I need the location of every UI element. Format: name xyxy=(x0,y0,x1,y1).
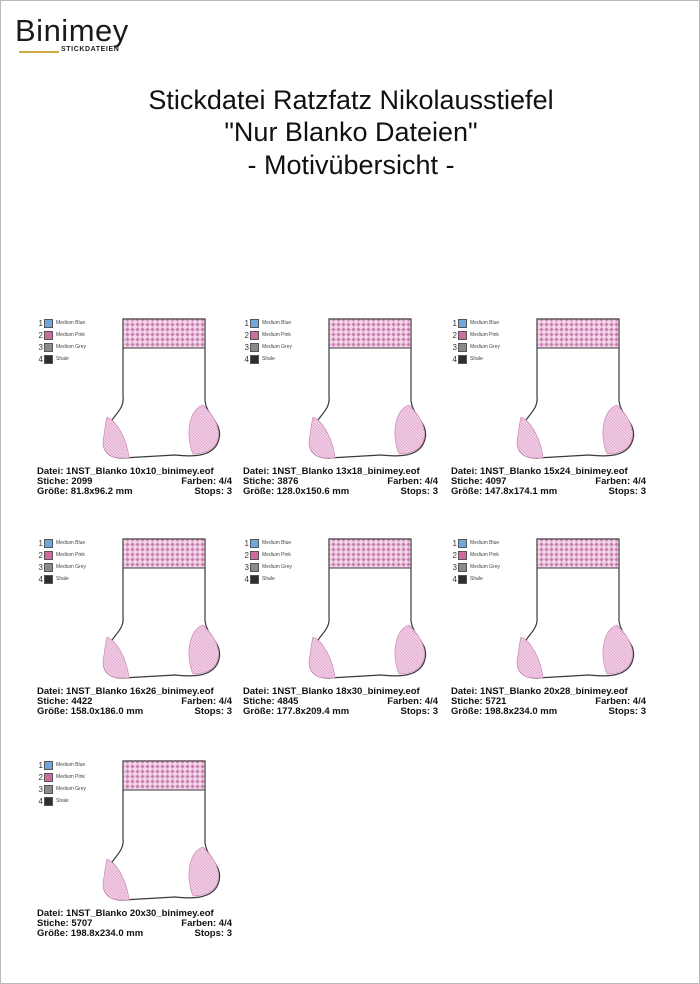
page-title-line-3: - Motivübersicht - xyxy=(247,150,455,180)
file-label: Datei: xyxy=(243,686,273,697)
legend-number: 4 xyxy=(244,354,249,364)
color-swatch xyxy=(44,331,53,340)
color-swatch xyxy=(44,551,53,560)
color-swatch xyxy=(250,539,259,548)
legend-number: 4 xyxy=(452,354,457,364)
legend-color-name: Medium Grey xyxy=(262,564,293,570)
size-entry xyxy=(451,707,557,717)
design-card xyxy=(37,317,237,527)
design-info xyxy=(243,687,438,717)
legend-number: 2 xyxy=(38,550,43,560)
size-label: Größe: xyxy=(243,486,277,497)
legend-color-name: Shale xyxy=(262,356,275,362)
info-row-size xyxy=(451,707,646,717)
stops-entry xyxy=(401,487,439,497)
stops-label: Stops: xyxy=(608,486,641,497)
stops-label: Stops: xyxy=(194,928,227,939)
color-swatch xyxy=(458,355,467,364)
legend-number: 3 xyxy=(244,562,249,572)
sock-cuff xyxy=(537,539,619,568)
color-swatch xyxy=(458,551,467,560)
colors-label: Farben: xyxy=(595,696,633,707)
legend-number: 4 xyxy=(452,574,457,584)
file-label: Datei: xyxy=(451,466,481,477)
legend-color-name: Medium Grey xyxy=(56,344,87,350)
legend-color-name: Medium Blue xyxy=(262,540,292,546)
info-row-size xyxy=(37,487,232,497)
info-row-size xyxy=(37,929,232,939)
legend-color-name: Medium Pink xyxy=(262,552,291,558)
design-card xyxy=(243,317,443,527)
legend-color-name: Medium Pink xyxy=(470,552,499,558)
stitches-label: Stiche: xyxy=(37,696,72,707)
color-swatch xyxy=(250,551,259,560)
legend-color-name: Shale xyxy=(56,576,69,582)
colors-label: Farben: xyxy=(181,918,219,929)
colors-value: 4/4 xyxy=(424,476,438,487)
sock-cuff xyxy=(537,319,619,348)
legend-color-name: Medium Pink xyxy=(262,332,291,338)
legend-number: 1 xyxy=(244,318,249,328)
design-info xyxy=(37,909,232,939)
color-swatch xyxy=(458,343,467,352)
legend-number: 3 xyxy=(452,562,457,572)
stops-value: 3 xyxy=(226,706,232,717)
stitches-label: Stiche: xyxy=(243,696,278,707)
color-swatch xyxy=(44,773,53,782)
legend-color-name: Shale xyxy=(56,356,69,362)
sock-cuff xyxy=(329,539,411,568)
color-swatch xyxy=(250,331,259,340)
stops-value: 3 xyxy=(226,928,232,939)
legend-number: 2 xyxy=(244,330,249,340)
legend-number: 3 xyxy=(38,562,43,572)
stops-value: 3 xyxy=(640,486,646,497)
legend-number: 3 xyxy=(38,784,43,794)
size-value: 177.8x209.4 mm xyxy=(276,706,350,717)
sock-preview xyxy=(301,317,437,467)
size-label: Größe: xyxy=(37,706,71,717)
file-name: 1NST_Blanko 15x24_binimey.eof xyxy=(480,466,628,477)
page-title-line-2: "Nur Blanko Dateien" xyxy=(224,117,478,147)
design-info xyxy=(451,687,646,717)
stops-entry xyxy=(195,929,233,939)
size-value: 128.0x150.6 mm xyxy=(276,486,350,497)
stitches-value: 5707 xyxy=(71,918,93,929)
file-label: Datei: xyxy=(37,466,67,477)
color-swatch xyxy=(458,539,467,548)
design-card xyxy=(37,537,237,747)
legend-number: 2 xyxy=(38,330,43,340)
design-card xyxy=(37,759,237,969)
colors-label: Farben: xyxy=(387,696,425,707)
legend-color-name: Medium Blue xyxy=(56,762,86,768)
size-value: 147.8x174.1 mm xyxy=(484,486,558,497)
color-swatch xyxy=(250,355,259,364)
sock-cuff xyxy=(123,761,205,790)
stitches-value: 4845 xyxy=(277,696,299,707)
legend-number: 1 xyxy=(452,318,457,328)
legend-number: 4 xyxy=(38,796,43,806)
size-entry xyxy=(37,929,143,939)
legend-color-name: Medium Blue xyxy=(56,320,86,326)
legend-color-name: Medium Grey xyxy=(470,564,501,570)
size-value: 81.8x96.2 mm xyxy=(70,486,133,497)
legend-color-name: Medium Blue xyxy=(470,540,500,546)
legend-color-name: Medium Pink xyxy=(56,332,85,338)
color-swatch xyxy=(44,575,53,584)
legend-color-name: Medium Pink xyxy=(56,774,85,780)
stops-label: Stops: xyxy=(194,486,227,497)
size-entry xyxy=(451,487,557,497)
legend-number: 1 xyxy=(452,538,457,548)
size-value: 198.8x234.0 mm xyxy=(70,928,144,939)
legend-color-name: Medium Grey xyxy=(56,564,87,570)
color-swatch xyxy=(458,319,467,328)
size-entry xyxy=(37,707,143,717)
size-label: Größe: xyxy=(451,486,485,497)
color-swatch xyxy=(44,343,53,352)
file-name: 1NST_Blanko 20x28_binimey.eof xyxy=(480,686,628,697)
size-label: Größe: xyxy=(37,928,71,939)
color-swatch xyxy=(44,761,53,770)
sock-cuff xyxy=(123,539,205,568)
file-name: 1NST_Blanko 16x26_binimey.eof xyxy=(66,686,214,697)
colors-label: Farben: xyxy=(181,696,219,707)
colors-value: 4/4 xyxy=(218,918,232,929)
legend-number: 3 xyxy=(38,342,43,352)
legend-number: 4 xyxy=(38,354,43,364)
legend-number: 4 xyxy=(244,574,249,584)
stitches-value: 3876 xyxy=(277,476,299,487)
legend-color-name: Medium Pink xyxy=(470,332,499,338)
size-entry xyxy=(243,707,349,717)
color-swatch xyxy=(250,563,259,572)
legend-number: 2 xyxy=(244,550,249,560)
size-entry xyxy=(37,487,133,497)
legend-number: 3 xyxy=(452,342,457,352)
size-entry xyxy=(243,487,349,497)
page-title-line-1: Stickdatei Ratzfatz Nikolausstiefel xyxy=(148,85,554,115)
colors-value: 4/4 xyxy=(424,696,438,707)
file-name: 1NST_Blanko 18x30_binimey.eof xyxy=(272,686,420,697)
color-swatch xyxy=(44,797,53,806)
colors-label: Farben: xyxy=(595,476,633,487)
colors-label: Farben: xyxy=(181,476,219,487)
legend-number: 3 xyxy=(244,342,249,352)
color-swatch xyxy=(44,785,53,794)
stitches-label: Stiche: xyxy=(37,918,72,929)
size-value: 158.0x186.0 mm xyxy=(70,706,144,717)
color-swatch xyxy=(250,575,259,584)
color-swatch xyxy=(250,319,259,328)
sock-preview xyxy=(95,537,231,687)
brand-subtitle: STICKDATEIEN xyxy=(61,46,120,53)
design-info xyxy=(451,467,646,497)
stops-value: 3 xyxy=(640,706,646,717)
info-row-size xyxy=(243,707,438,717)
size-label: Größe: xyxy=(37,486,71,497)
legend-color-name: Shale xyxy=(262,576,275,582)
stitches-value: 4097 xyxy=(485,476,507,487)
color-swatch xyxy=(458,563,467,572)
design-card xyxy=(243,537,443,747)
design-info xyxy=(37,467,232,497)
file-name: 1NST_Blanko 10x10_binimey.eof xyxy=(66,466,214,477)
legend-color-name: Shale xyxy=(56,798,69,804)
legend-number: 1 xyxy=(38,318,43,328)
legend-number: 1 xyxy=(244,538,249,548)
file-label: Datei: xyxy=(243,466,273,477)
file-name: 1NST_Blanko 13x18_binimey.eof xyxy=(272,466,420,477)
stops-label: Stops: xyxy=(400,706,433,717)
size-label: Größe: xyxy=(451,706,485,717)
stops-entry xyxy=(195,707,233,717)
legend-color-name: Medium Blue xyxy=(262,320,292,326)
info-row-size xyxy=(243,487,438,497)
legend-color-name: Medium Pink xyxy=(56,552,85,558)
sock-preview xyxy=(301,537,437,687)
stitches-label: Stiche: xyxy=(451,476,486,487)
stops-label: Stops: xyxy=(194,706,227,717)
stops-entry xyxy=(609,487,647,497)
colors-value: 4/4 xyxy=(218,696,232,707)
stops-entry xyxy=(609,707,647,717)
brand-logo xyxy=(15,13,145,61)
legend-color-name: Shale xyxy=(470,576,483,582)
brand-accent-line xyxy=(19,51,59,53)
sock-cuff xyxy=(329,319,411,348)
sock-cuff xyxy=(123,319,205,348)
sock-preview xyxy=(509,537,645,687)
color-swatch xyxy=(458,331,467,340)
stops-label: Stops: xyxy=(608,706,641,717)
legend-color-name: Medium Blue xyxy=(470,320,500,326)
sock-preview xyxy=(95,759,231,909)
design-info xyxy=(37,687,232,717)
stops-value: 3 xyxy=(432,486,438,497)
file-label: Datei: xyxy=(37,908,67,919)
design-info xyxy=(243,467,438,497)
stops-entry xyxy=(401,707,439,717)
stitches-value: 5721 xyxy=(485,696,507,707)
file-name: 1NST_Blanko 20x30_binimey.eof xyxy=(66,908,214,919)
colors-value: 4/4 xyxy=(218,476,232,487)
legend-number: 1 xyxy=(38,538,43,548)
legend-number: 2 xyxy=(38,772,43,782)
legend-color-name: Shale xyxy=(470,356,483,362)
legend-color-name: Medium Grey xyxy=(262,344,293,350)
legend-color-name: Medium Blue xyxy=(56,540,86,546)
brand-name: Binimey xyxy=(15,13,129,48)
file-label: Datei: xyxy=(451,686,481,697)
size-label: Größe: xyxy=(243,706,277,717)
design-card xyxy=(451,537,651,747)
stops-value: 3 xyxy=(226,486,232,497)
legend-number: 2 xyxy=(452,550,457,560)
legend-number: 1 xyxy=(38,760,43,770)
stitches-value: 2099 xyxy=(71,476,93,487)
legend-number: 4 xyxy=(38,574,43,584)
color-swatch xyxy=(250,343,259,352)
stitches-label: Stiche: xyxy=(243,476,278,487)
sock-preview xyxy=(509,317,645,467)
info-row-size xyxy=(37,707,232,717)
color-swatch xyxy=(44,563,53,572)
colors-label: Farben: xyxy=(387,476,425,487)
colors-value: 4/4 xyxy=(632,476,646,487)
stops-value: 3 xyxy=(432,706,438,717)
info-row-size xyxy=(451,487,646,497)
stitches-value: 4422 xyxy=(71,696,93,707)
file-label: Datei: xyxy=(37,686,67,697)
legend-number: 2 xyxy=(452,330,457,340)
stitches-label: Stiche: xyxy=(37,476,72,487)
color-swatch xyxy=(458,575,467,584)
stitches-label: Stiche: xyxy=(451,696,486,707)
sock-preview xyxy=(95,317,231,467)
legend-color-name: Medium Grey xyxy=(470,344,501,350)
color-swatch xyxy=(44,319,53,328)
size-value: 198.8x234.0 mm xyxy=(484,706,558,717)
colors-value: 4/4 xyxy=(632,696,646,707)
color-swatch xyxy=(44,539,53,548)
stops-entry xyxy=(195,487,233,497)
color-swatch xyxy=(44,355,53,364)
design-card xyxy=(451,317,651,527)
stops-label: Stops: xyxy=(400,486,433,497)
legend-color-name: Medium Grey xyxy=(56,786,87,792)
